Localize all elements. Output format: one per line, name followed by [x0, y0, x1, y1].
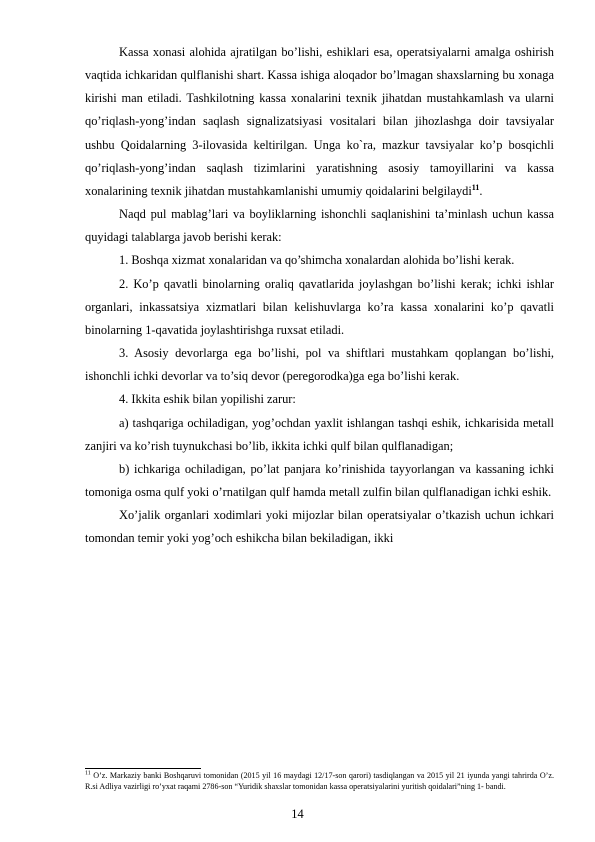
footnote [85, 771, 554, 792]
footnote-reference[interactable]: 11 [471, 182, 480, 192]
requirement-4: 4. Ikkita eshik bilan yopilishi zarur: [119, 392, 296, 407]
requirement-2: 2. Ko’p qavatli binolarning oraliq qavatlarida joylashgan bo’lishi kerak; ichki ishlar organlari, inkassatsiya xizmatlari bilan kelishuvlarga ko’ra kassa xonalarini ko’p qavatli binolarning 1-qavatida joylashtirishga ruxsat etiladi. [85, 276, 554, 337]
paragraph-1 [85, 41, 554, 203]
paragraph-1-text: Kassa xonasi alohida ajratilgan bo’lishi, eshiklari esa, operatsiyalarni amalga oshirish vaqtida ichkaridan qulflanishi shart. Kassa ishiga aloqador bo’lmagan shaxslarning bu xonaga kirishi man etiladi. Tashkilotning kassa xonalarini texnik jihatdan mustahkamlash va ularni qo’riqlash-yong’indan saqlash signalizatsiyasi vositalari bilan jihozlashga doir tavsiyalar ushbu Qoidalarning 3-ilovasida keltirilgan. Unga ko`ra, mazkur tavsiyalar ko’p bosqichli qo’riqlash-yong’indan saqlash tizimlarini yaratishning asosiy tamoyillarini va kassa xonalarining texnik jihatdan mustahkamlanishi umumiy qoidalarini belgilaydi [85, 45, 554, 198]
paragraph-continued: Xo’jalik organlari xodimlari yoki mijozlar bilan operatsiyalar o’tkazish uchun ichkari tomondan temir yoki yog’och eshikcha bilan bekiladigan, ikki [85, 508, 554, 546]
footnote-reference-suffix: . [479, 183, 483, 198]
requirement-4a: a) tashqariga ochiladigan, yog’ochdan yaxlit ishlangan tashqi eshik, ichkarisida metall zanjiri va ko’rish tuynukchasi bo’lib, ikkita ichki qulf bilan qulflanadigan; [85, 415, 554, 453]
footnote-text: O’z. Markaziy banki Boshqaruvi tomonidan (2015 yil 16 maydagi 12/17-son qarori) tasdiqlangan va 2015 yil 21 iyunda yangi tahrirda O’z. R.si Adliya vazirligi ro’yxat raqami 2786-son “Yuridik shaxslar tomonidan kassa operatsiyalarini yuritish qoidalari”ning 1- bandi. [85, 771, 554, 791]
requirement-1: 1. Boshqa xizmat xonalaridan va qo’shimcha xonalardan alohida bo’lishi kerak. [119, 253, 515, 268]
body-text [85, 41, 554, 550]
footnote-separator [85, 768, 201, 769]
footnote-mark: 11 [85, 770, 91, 777]
requirement-4b: b) ichkariga ochiladigan, po’lat panjara ko’rinishida tayyorlangan va kassaning ichki tomoniga osma qulf yoki o’rnatilgan qulf hamda metall zulfin bilan qulflanadigan ichki eshik. [85, 461, 554, 499]
requirement-3: 3. Asosiy devorlarga ega bo’lishi, pol va shiftlari mustahkam qoplangan bo’lishi, ishonchli ichki devorlar va to’siq devor (peregorodka)ga ega bo’lishi kerak. [85, 346, 554, 384]
page-number: 14 [291, 807, 304, 821]
paragraph-2: Naqd pul mablag’lari va boyliklarning ishonchli saqlanishini ta’minlash uchun kassa quyidagi talablarga javob berishi kerak: [85, 207, 554, 245]
